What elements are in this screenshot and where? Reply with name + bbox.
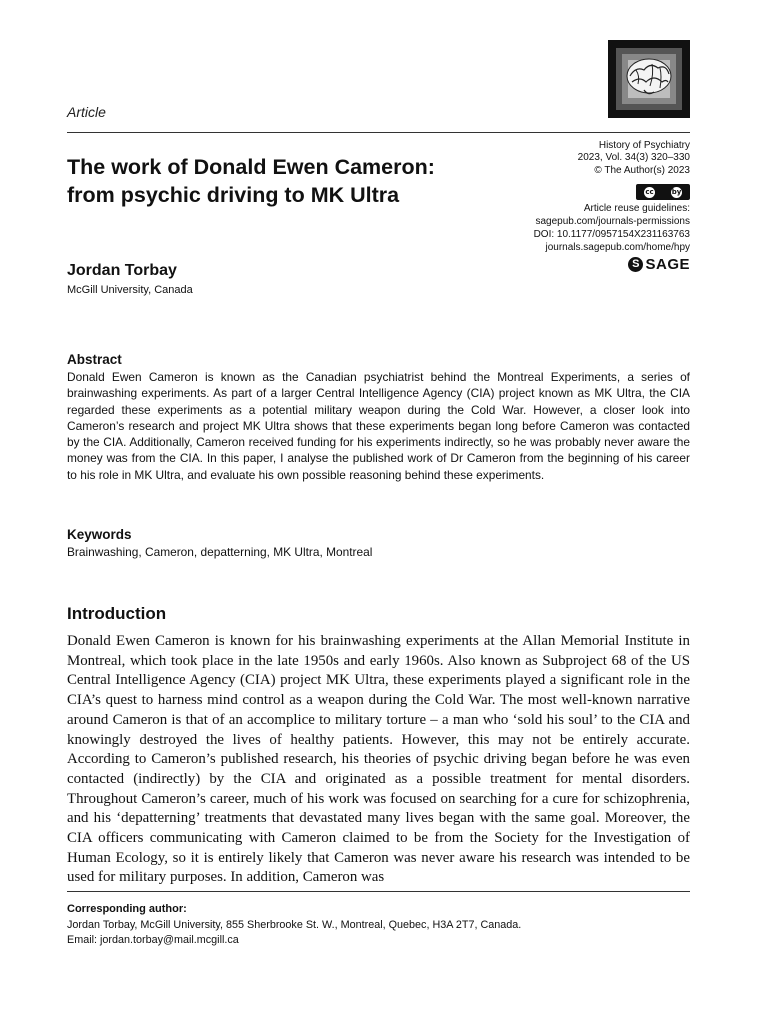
corresponding-author-email[interactable]: Email: jordan.torbay@mail.mcgill.ca bbox=[67, 934, 239, 946]
journal-link[interactable]: journals.sagepub.com/home/hpy bbox=[545, 242, 690, 253]
doi-link[interactable]: DOI: 10.1177/0957154X231163763 bbox=[533, 229, 690, 240]
cc-icon: cc bbox=[645, 187, 654, 196]
corresponding-author-label: Corresponding author: bbox=[67, 903, 187, 915]
keywords-heading: Keywords bbox=[67, 527, 132, 542]
brain-icon bbox=[614, 46, 684, 108]
copyright: © The Author(s) 2023 bbox=[594, 164, 690, 176]
cc-license-badge[interactable] bbox=[636, 184, 690, 200]
reuse-info bbox=[534, 202, 690, 254]
abstract-text: Donald Ewen Cameron is known as the Canadian psychiatrist behind the Montreal Experiments, a series of brainwashing experiments. As part of a larger Central Intelligence Agency (CIA) project known as MK Ultra, the CIA regarded these experiments as a potential military weapon during the Cold War. However, a closer look into Cameron’s research and project MK Ultra shows that these experiments began long before Cameron was contacted by the CIA. Additionally, Cameron received funding for his experiments indirectly, so he was probably never aware the money was from the CIA. In this paper, I analyse the published work of Dr Cameron from the beginning of his career to his role in MK Ultra, and evaluate his own possible reasoning behind these experiments. bbox=[67, 370, 690, 482]
journal-name: History of Psychiatry bbox=[598, 140, 690, 151]
introduction-heading: Introduction bbox=[67, 604, 167, 623]
reuse-label: Article reuse guidelines: bbox=[583, 203, 690, 214]
by-icon: by bbox=[671, 187, 682, 196]
volume-info: 2023, Vol. 34(3) 320–330 bbox=[577, 152, 690, 164]
header-divider bbox=[67, 132, 690, 133]
sage-icon: S bbox=[628, 257, 643, 272]
author-name: Jordan Torbay bbox=[67, 262, 177, 279]
corresponding-author-address: Jordan Torbay, McGill University, 855 Sherbrooke St. W., Montreal, Quebec, H3A 2T7, Canada. bbox=[67, 919, 522, 931]
title-line-1: The work of Donald Ewen Cameron: bbox=[67, 155, 435, 179]
publisher-name: SAGE bbox=[645, 256, 690, 273]
author-affiliation: McGill University, Canada bbox=[67, 284, 193, 296]
journal-info bbox=[578, 140, 690, 177]
footer-divider bbox=[67, 891, 690, 892]
introduction-text: Donald Ewen Cameron is known for his brainwashing experiments at the Allan Memorial Institute in Montreal, which took place in the late 1950s and early 1960s. Also known as Subproject 68 of the US Central Intelligence Agency (CIA) project MK Ultra, these experiments played a significant role in the CIA’s quest to harness mind control as a weapon during the Cold War. The most well-known narrative around Cameron is that of an accomplice to military torture – a man who ‘sold his soul’ to the CIA and knowingly destroyed the lives of healthy patients. However, this may not be entirely accurate. According to Cameron’s published research, his theories of psychic driving began before he was even contacted (indirectly) by the CIA and originated as a possible treatment for mental disorders. Throughout Cameron’s career, much of his work was focused on searching for a cure for schizophrenia, and his ‘depatterning’ treatments that devastated many lives began with the same goal. Moreover, the CIA officers communicating with Cameron claimed to be from the Society for the Investigation of Human Ecology, so it is entirely likely that Cameron was never aware his research was intended to be used for military purposes. In addition, Cameron was bbox=[67, 633, 690, 886]
article-type-label: Article bbox=[67, 104, 106, 120]
publisher-logo bbox=[628, 256, 690, 273]
keywords-text: Brainwashing, Cameron, depatterning, MK Ultra, Montreal bbox=[67, 545, 373, 559]
reuse-link[interactable]: sagepub.com/journals-permissions bbox=[535, 216, 690, 227]
journal-logo bbox=[608, 40, 690, 118]
abstract-heading: Abstract bbox=[67, 352, 122, 367]
title-line-2: from psychic driving to MK Ultra bbox=[67, 183, 400, 207]
article-title bbox=[67, 153, 527, 209]
